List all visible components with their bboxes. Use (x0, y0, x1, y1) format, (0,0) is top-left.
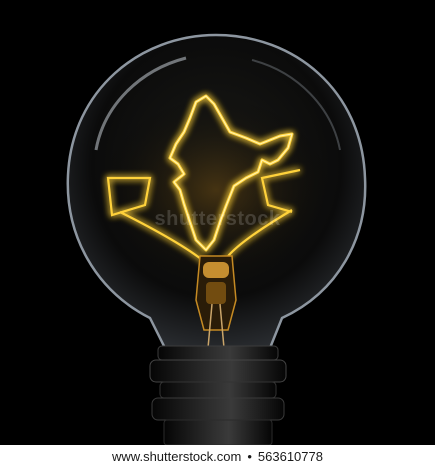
watermark-text: shutterstock (154, 208, 281, 230)
image-footer (0, 445, 435, 468)
footer-site[interactable]: www.shutterstock.com (112, 449, 242, 464)
footer-image-id: 563610778 (257, 449, 323, 464)
footer-separator: • (247, 449, 252, 464)
bulb-socket (150, 346, 286, 445)
